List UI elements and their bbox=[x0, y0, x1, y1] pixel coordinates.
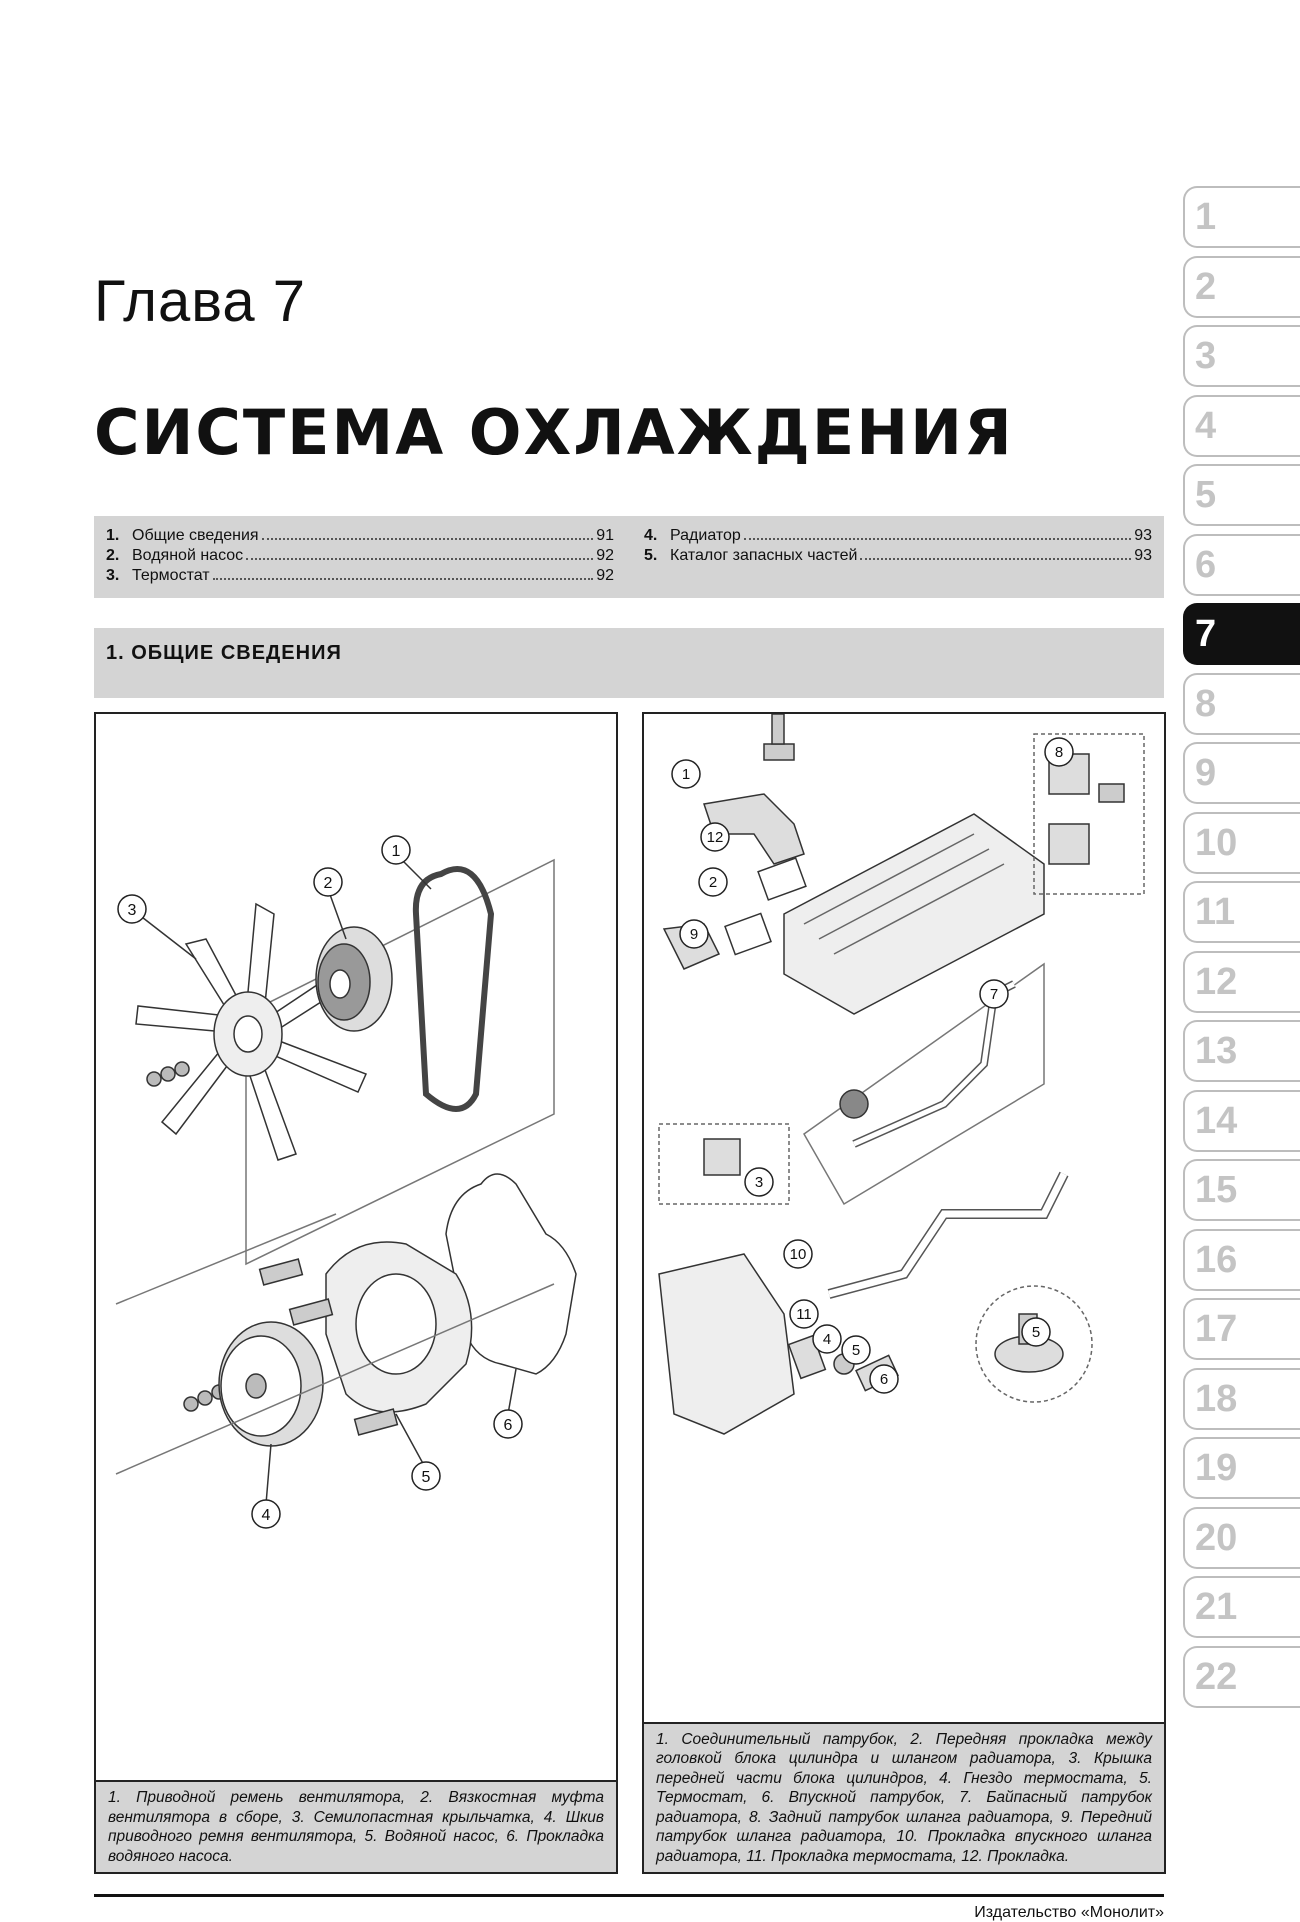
toc-item[interactable] bbox=[106, 566, 614, 586]
figure-panel-left bbox=[94, 712, 618, 1874]
left-callouts bbox=[118, 836, 522, 1528]
footer-divider bbox=[94, 1894, 1164, 1897]
toc-item-number: 1. bbox=[106, 527, 120, 544]
figure-caption-left: 1. Приводной ремень вентилятора, 2. Вязкостная муфта вентилятора в сборе, 3. Семилопастная крыльчатка, 4. Шкив приводного ремня вентилятора, 5. Водяной насос, 6. Прокладка водяного насоса. bbox=[96, 1780, 616, 1872]
toc-item-page: 93 bbox=[1134, 527, 1152, 544]
chapter-tab-19[interactable]: 19 bbox=[1183, 1437, 1300, 1499]
callout-5: 5 bbox=[851, 1342, 861, 1359]
toc-item-label: Радиатор bbox=[670, 527, 741, 544]
callout-2: 2 bbox=[708, 874, 718, 891]
toc-item[interactable] bbox=[644, 526, 1152, 546]
toc-item-page: 92 bbox=[596, 547, 614, 564]
callout-6: 6 bbox=[503, 1417, 513, 1434]
toc-leader-dots bbox=[213, 578, 594, 580]
callout-5: 5 bbox=[421, 1469, 431, 1486]
toc-item[interactable] bbox=[644, 546, 1152, 566]
chapter-tab-12[interactable]: 12 bbox=[1183, 951, 1300, 1013]
chapter-tab-3[interactable]: 3 bbox=[1183, 325, 1300, 387]
chapter-tab-17[interactable]: 17 bbox=[1183, 1298, 1300, 1360]
chapter-tab-22[interactable]: 22 bbox=[1183, 1646, 1300, 1708]
callout-6: 6 bbox=[879, 1371, 889, 1388]
toc-item-label: Общие сведения bbox=[132, 527, 259, 544]
front-cover-shape bbox=[659, 1254, 794, 1434]
publisher-name: Издательство «Монолит» bbox=[974, 1904, 1164, 1921]
toc-item-label: Каталог запасных частей bbox=[670, 547, 858, 564]
chapter-tab-1[interactable]: 1 bbox=[1183, 186, 1300, 248]
toc-column-right bbox=[644, 526, 1152, 566]
section-title: 1. ОБЩИЕ СВЕДЕНИЯ bbox=[106, 642, 342, 664]
callout-3: 3 bbox=[754, 1174, 764, 1191]
chapter-tab-7[interactable]: 7 bbox=[1183, 603, 1300, 665]
chapter-tab-18[interactable]: 18 bbox=[1183, 1368, 1300, 1430]
figure-panel-right bbox=[642, 712, 1166, 1874]
chapter-title: СИСТЕМА ОХЛАЖДЕНИЯ bbox=[94, 396, 1014, 469]
callout-12: 12 bbox=[706, 829, 724, 846]
toc-item-label: Водяной насос bbox=[132, 547, 244, 564]
toc-item-number: 3. bbox=[106, 567, 120, 584]
callout-1: 1 bbox=[391, 843, 401, 860]
callout-8: 8 bbox=[1054, 744, 1064, 761]
chapter-tab-5[interactable]: 5 bbox=[1183, 464, 1300, 526]
chapter-tab-8[interactable]: 8 bbox=[1183, 673, 1300, 735]
chapter-tab-2[interactable]: 2 bbox=[1183, 256, 1300, 318]
chapter-tab-11[interactable]: 11 bbox=[1183, 881, 1300, 943]
callout-4: 4 bbox=[822, 1331, 832, 1348]
callout-2: 2 bbox=[323, 875, 333, 892]
chapter-tab-21[interactable]: 21 bbox=[1183, 1576, 1300, 1638]
callout-10: 10 bbox=[789, 1246, 807, 1263]
toc-item-page: 92 bbox=[596, 567, 614, 584]
chapter-tab-20[interactable]: 20 bbox=[1183, 1507, 1300, 1569]
toc-item[interactable] bbox=[106, 526, 614, 546]
chapter-tab-4[interactable]: 4 bbox=[1183, 395, 1300, 457]
pulley-shape bbox=[219, 1322, 323, 1446]
toc-leader-dots bbox=[262, 538, 594, 540]
chapter-tab-13[interactable]: 13 bbox=[1183, 1020, 1300, 1082]
toc-leader-dots bbox=[246, 558, 593, 560]
cooling-system-exploded-diagram bbox=[644, 714, 1164, 1594]
chapter-label: Глава 7 bbox=[94, 269, 307, 334]
callout-9: 9 bbox=[689, 926, 699, 943]
callout-3: 3 bbox=[127, 902, 137, 919]
chapter-tab-9[interactable]: 9 bbox=[1183, 742, 1300, 804]
chapter-tab-15[interactable]: 15 bbox=[1183, 1159, 1300, 1221]
callout-5b: 5 bbox=[1031, 1324, 1041, 1341]
toc-item[interactable] bbox=[106, 546, 614, 566]
callout-7: 7 bbox=[989, 986, 999, 1003]
toc-item-number: 4. bbox=[644, 527, 658, 544]
chapter-tab-14[interactable]: 14 bbox=[1183, 1090, 1300, 1152]
chapter-tab-10[interactable]: 10 bbox=[1183, 812, 1300, 874]
toc-item-page: 91 bbox=[596, 527, 614, 544]
table-of-contents bbox=[94, 516, 1164, 598]
callout-11: 11 bbox=[796, 1306, 812, 1323]
toc-item-label: Термостат bbox=[132, 567, 210, 584]
callout-4: 4 bbox=[261, 1507, 271, 1524]
fan-pump-exploded-diagram bbox=[96, 714, 616, 1624]
figure-caption-right: 1. Соединительный патрубок, 2. Передняя прокладка между головкой блока цилиндра и шлангом радиатора, 3. Крышка передней части блока цилиндров, 4. Гнездо термостата, 5. Термостат, 6. Впускной патрубок, 7. Байпасный патрубок радиатора, 8. Задний патрубок шланга радиатора, 9. Передний патрубок шланга радиатора, 10. Прокладка впускного шланга радиатора, 11. Прокладка термостата, 12. Прокладка. bbox=[644, 1722, 1164, 1873]
callout-1: 1 bbox=[681, 766, 691, 783]
toc-column-left bbox=[106, 526, 614, 586]
fan-belt-shape bbox=[416, 869, 491, 1109]
chapter-tab-16[interactable]: 16 bbox=[1183, 1229, 1300, 1291]
chapter-tab-6[interactable]: 6 bbox=[1183, 534, 1300, 596]
viscous-coupling-shape bbox=[316, 927, 392, 1031]
toc-item-number: 2. bbox=[106, 547, 120, 564]
toc-leader-dots bbox=[744, 538, 1131, 540]
section-header bbox=[94, 628, 1164, 698]
toc-leader-dots bbox=[860, 558, 1131, 560]
toc-item-page: 93 bbox=[1134, 547, 1152, 564]
toc-item-number: 5. bbox=[644, 547, 658, 564]
